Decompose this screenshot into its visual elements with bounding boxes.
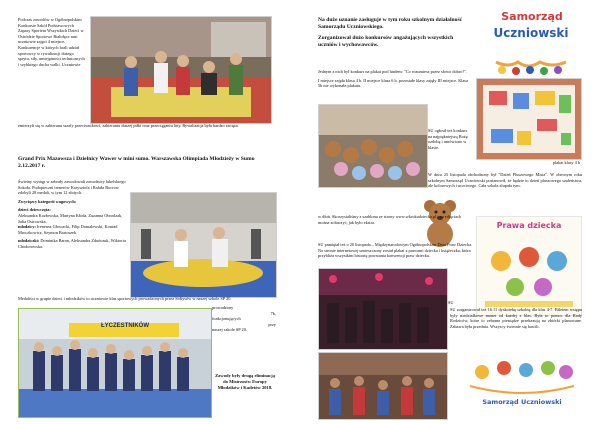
sumo-photo: [130, 192, 277, 298]
girls-label: dzieci dziewczęta:: [18, 207, 51, 213]
logo-small-text: Samorząd Uczniowski: [482, 398, 562, 406]
intro-text: Podczas zawodów w Ogólnopolskim Konkursie Szkół Podstawowych Zapasy Sportem Wszystkich Dzieci w Ostródzie Sportowe Białołęce nasi uczniowie zajęci 4 miejsce. Konkurencje w których brali udział sportowcy w rywalizacji dużego sprytu, siły, umiejętności technicznych i szybkiego ducha walki. Uczniowie: [18, 17, 85, 67]
disco-text: SU zorganizował też 16.11 dyskotekę szkolną dla klas 4-7. Biletem wstępu były niedziałkowe monet od każdej z klas. Była to pomoc dla Rady Rodziców, które to zebrane pieniądze przekazują na zbiórki planowane. Zabawa była przednia. Wszyscy świetnie się bawili.: [450, 307, 582, 329]
heading-contests: Zorganizował dużo konkursów angażujących wszystkich uczniów i wychowawców.: [318, 35, 454, 48]
intro-text-continued: zmierzyli się w zabieranu szarfy przeciwnikowi, zabieraniu duszej piłki oraz przeciąganiu liny. Rywalizacja była bardzo zacięta.: [18, 123, 239, 128]
wrestling-photo: [90, 16, 272, 124]
grand-prix-body: Świetny występ w zebrały zawodowali zawodnicy lubelskiego Sokoła. Podopieczni trenerów Krzysztofa i Rafała Bocrow zdobyli 28 medali, w tym 12 złotych.: [18, 179, 126, 196]
su-side-text: SU ogłosił też konkurs na najpiękniejszą Bożę ozdobą i umówiono w klasie.: [428, 128, 468, 150]
medalists-text: Medaliści w grupie dzieci i młodzików to uczniowie klas sportowych prowadzonych przez Sołtysów w naszej szkole SP 20.: [18, 296, 232, 301]
logo-line-2: Uczniowski: [493, 26, 569, 40]
disco-photo: [318, 268, 448, 350]
boys-label: młodzicy:: [18, 224, 36, 230]
winners-heading: Zwycięzcy kategorii wagowych:: [18, 198, 77, 204]
medals-side-5: naszej szkole SP 20.: [212, 327, 247, 333]
plakat-intro: Jednym z nich był konkurs na plakat pod hasłem: "Co rozumiesz przez słowo dobro?".: [318, 69, 468, 74]
juniors-label: młodziczki:: [18, 238, 40, 244]
boys-names: Ireneusz Głowacki, Filip Domalewski, Konrad Mroczkowicz, Szymon Bartoszek.: [18, 224, 118, 235]
teddy-day-text: W dniu 25 listopada obchodzony był "Dzień Pluszowego Misia". W obecnym roku szkolnym Samorząd Uczniowski postanowił, że będzie to dzień pluszowego szaleństwa, ale kolorowych i uczciwego. Cała szkoła zlupała tym.: [428, 172, 582, 189]
su-logo: [488, 4, 574, 76]
banner-sign: ŁYCZESTNIKÓW: [101, 323, 149, 329]
group-activity-photo: [318, 352, 448, 420]
medals-side-4: przy: [268, 321, 276, 327]
poster-caption: plakat klasy 4 b: [552, 160, 580, 165]
class-poster-photo: [476, 78, 582, 160]
heading-activity: Na duże uznanie zasługuje w tym roku szkolnym działalność Samorządu Uczniowskiego.: [318, 17, 463, 30]
juniors-names: Dominika Baran, Aleksandra Zduńczuk, Wiktoria Chodorowska.: [18, 238, 126, 249]
medals-side-3: funkcjonujących: [212, 316, 241, 322]
plakat-results: I miejsce zajęła klasa 4 b, II miejsce klasa 6 b, pozostałe klasy zajęły III miejsce. Klasa 5b nie wykonała plakatu.: [318, 77, 468, 89]
teddy-day-text-2: w dłoń. Skorzystaliśmy z szablonu ze strony www.wkrokudziecka.pl i na zdjęciach można zobaczyć, jak było ekstra.: [318, 214, 462, 225]
teddy-bears-photo: [318, 104, 428, 188]
su-label: SU: [448, 300, 454, 305]
su-logo-small: [462, 354, 582, 416]
medals-side-2: 7b,: [270, 310, 276, 316]
grand-prix-title: Grand Prix Mazowsza i Dzielnicy Wawer w mini sumo. Warszawska Olimpiada Młodzieży w Sumo 2.12.2017 r.: [18, 156, 255, 169]
girls-names: Aleksandra Kozłowska, Martyna Kłoda, Zuzanna Obrodzak, Julia Ostrowska.: [18, 212, 123, 224]
medals-side-1: prowadzony: [212, 305, 234, 310]
child-rights-text: SU pamiętał też o 20 listopada – Międzynarodowym Ogólnopolskim Dniu Praw Dziecka. Na stronie internetowej umieszczony został plakat z prawami dziecka i książeczka, która przybliża wszystkim historię powstania konwencji praw dziecka.: [318, 242, 473, 259]
child-rights-title: Prawa dziecka: [496, 221, 562, 230]
logo-line-1: Samorząd: [501, 10, 563, 23]
banner-caption: Zawody były drugą eliminacją do Mistrzostw Europy Młodzików i Kadetów 2018.: [215, 373, 275, 390]
